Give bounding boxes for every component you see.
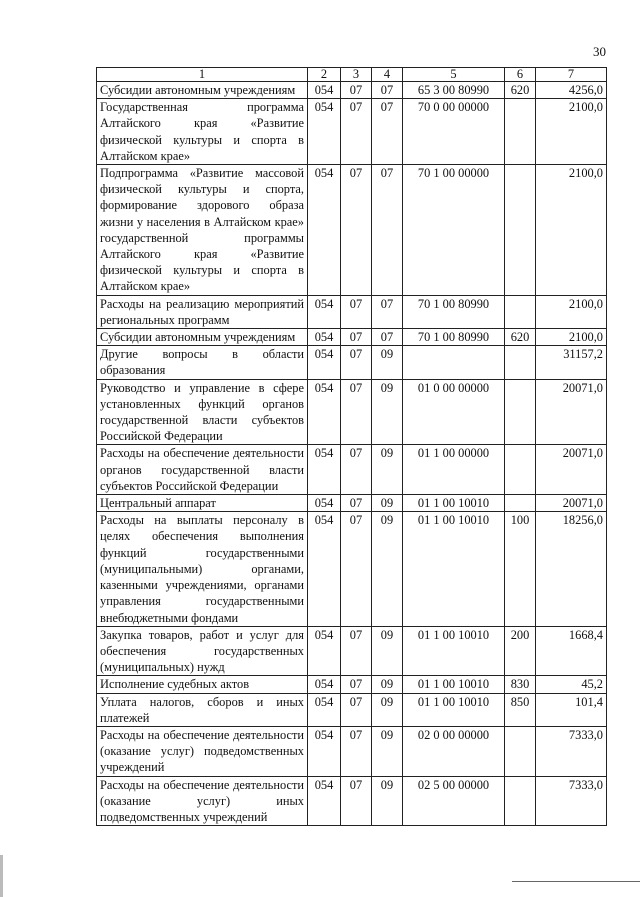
table-row xyxy=(97,295,607,328)
table-row xyxy=(97,693,607,726)
expense-type-cell: 620 xyxy=(505,82,536,99)
row-name-cell: Закупка товаров, работ и услуг для обеспечения государственных (муниципальных) нужд xyxy=(97,626,308,676)
admin-code-cell: 054 xyxy=(308,82,341,99)
row-name-cell: Субсидии автономным учреждениям xyxy=(97,82,308,99)
admin-code-cell: 054 xyxy=(308,776,341,826)
row-name-cell: Исполнение судебных актов xyxy=(97,676,308,693)
amount-cell: 7333,0 xyxy=(536,726,607,776)
expense-type-cell xyxy=(505,379,536,445)
table-row xyxy=(97,346,607,379)
amount-cell: 1668,4 xyxy=(536,626,607,676)
table-body xyxy=(97,82,607,826)
row-name-cell: Расходы на обеспечение деятельности органов государственной власти субъектов Российской Федерации xyxy=(97,445,308,495)
admin-code-cell: 054 xyxy=(308,726,341,776)
target-article-cell: 70 1 00 80990 xyxy=(403,295,505,328)
target-article-cell: 02 5 00 00000 xyxy=(403,776,505,826)
expense-type-cell xyxy=(505,99,536,165)
subsection-cell: 09 xyxy=(372,495,403,512)
column-header: 4 xyxy=(372,68,403,82)
target-article-cell: 01 1 00 10010 xyxy=(403,626,505,676)
subsection-cell: 09 xyxy=(372,676,403,693)
row-name-cell: Государственная программа Алтайского края «Развитие физической культуры и спорта в Алтайском крае» xyxy=(97,99,308,165)
section-cell: 07 xyxy=(341,726,372,776)
subsection-cell: 09 xyxy=(372,379,403,445)
row-name-cell: Другие вопросы в области образования xyxy=(97,346,308,379)
target-article-cell: 70 1 00 00000 xyxy=(403,165,505,296)
table-row xyxy=(97,726,607,776)
table-row xyxy=(97,379,607,445)
section-cell: 07 xyxy=(341,379,372,445)
amount-cell: 4256,0 xyxy=(536,82,607,99)
subsection-cell: 09 xyxy=(372,626,403,676)
admin-code-cell: 054 xyxy=(308,676,341,693)
amount-cell: 101,4 xyxy=(536,693,607,726)
expense-type-cell xyxy=(505,495,536,512)
admin-code-cell: 054 xyxy=(308,626,341,676)
table-row xyxy=(97,165,607,296)
row-name-cell: Субсидии автономным учреждениям xyxy=(97,329,308,346)
expense-type-cell: 830 xyxy=(505,676,536,693)
amount-cell: 2100,0 xyxy=(536,165,607,296)
section-cell: 07 xyxy=(341,165,372,296)
row-name-cell: Расходы на реализацию мероприятий региональных программ xyxy=(97,295,308,328)
amount-cell: 31157,2 xyxy=(536,346,607,379)
row-name-cell: Расходы на обеспечение деятельности (оказание услуг) подведомственных учреждений xyxy=(97,726,308,776)
section-cell: 07 xyxy=(341,329,372,346)
section-cell: 07 xyxy=(341,346,372,379)
amount-cell: 18256,0 xyxy=(536,512,607,626)
subsection-cell: 07 xyxy=(372,99,403,165)
subsection-cell: 09 xyxy=(372,693,403,726)
amount-cell: 2100,0 xyxy=(536,295,607,328)
column-header: 6 xyxy=(505,68,536,82)
section-cell: 07 xyxy=(341,776,372,826)
row-name-cell: Расходы на выплаты персоналу в целях обеспечения выполнения функций государственными (муниципальными) органами, казенными учреждениями, органами управления государственными внебюджетными фондами xyxy=(97,512,308,626)
section-cell: 07 xyxy=(341,693,372,726)
expense-type-cell xyxy=(505,726,536,776)
table-row xyxy=(97,329,607,346)
admin-code-cell: 054 xyxy=(308,693,341,726)
row-name-cell: Уплата налогов, сборов и иных платежей xyxy=(97,693,308,726)
target-article-cell: 65 3 00 80990 xyxy=(403,82,505,99)
subsection-cell: 09 xyxy=(372,726,403,776)
admin-code-cell: 054 xyxy=(308,329,341,346)
table-row xyxy=(97,512,607,626)
section-cell: 07 xyxy=(341,676,372,693)
expense-type-cell xyxy=(505,346,536,379)
target-article-cell xyxy=(403,346,505,379)
page-number: 30 xyxy=(593,44,606,59)
target-article-cell: 02 0 00 00000 xyxy=(403,726,505,776)
target-article-cell: 01 1 00 10010 xyxy=(403,495,505,512)
column-header: 7 xyxy=(536,68,607,82)
subsection-cell: 07 xyxy=(372,295,403,328)
expense-type-cell: 850 xyxy=(505,693,536,726)
table-row xyxy=(97,626,607,676)
scan-edge-line xyxy=(512,881,640,882)
row-name-cell: Расходы на обеспечение деятельности (оказание услуг) иных подведомственных учреждений xyxy=(97,776,308,826)
admin-code-cell: 054 xyxy=(308,99,341,165)
admin-code-cell: 054 xyxy=(308,295,341,328)
target-article-cell: 01 1 00 10010 xyxy=(403,676,505,693)
column-header: 3 xyxy=(341,68,372,82)
subsection-cell: 09 xyxy=(372,346,403,379)
target-article-cell: 70 1 00 80990 xyxy=(403,329,505,346)
expense-type-cell xyxy=(505,165,536,296)
column-header: 2 xyxy=(308,68,341,82)
subsection-cell: 07 xyxy=(372,329,403,346)
table-row xyxy=(97,495,607,512)
section-cell: 07 xyxy=(341,495,372,512)
subsection-cell: 09 xyxy=(372,512,403,626)
expense-type-cell xyxy=(505,445,536,495)
admin-code-cell: 054 xyxy=(308,165,341,296)
section-cell: 07 xyxy=(341,445,372,495)
section-cell: 07 xyxy=(341,512,372,626)
row-name-cell: Центральный аппарат xyxy=(97,495,308,512)
admin-code-cell: 054 xyxy=(308,346,341,379)
admin-code-cell: 054 xyxy=(308,445,341,495)
admin-code-cell: 054 xyxy=(308,512,341,626)
table-row xyxy=(97,676,607,693)
expense-type-cell xyxy=(505,295,536,328)
admin-code-cell: 054 xyxy=(308,379,341,445)
section-cell: 07 xyxy=(341,82,372,99)
table-row xyxy=(97,99,607,165)
amount-cell: 20071,0 xyxy=(536,495,607,512)
budget-table xyxy=(96,67,607,826)
expense-type-cell: 200 xyxy=(505,626,536,676)
table-row xyxy=(97,776,607,826)
expense-type-cell: 100 xyxy=(505,512,536,626)
subsection-cell: 07 xyxy=(372,82,403,99)
expense-type-cell: 620 xyxy=(505,329,536,346)
row-name-cell: Подпрограмма «Развитие массовой физической культуры и спорта, формирование здорового образа жизни у населения в Алтайском крае» государственной программы Алтайского края «Развитие физической культуры и спорта в Алтайском крае» xyxy=(97,165,308,296)
target-article-cell: 01 1 00 00000 xyxy=(403,445,505,495)
amount-cell: 7333,0 xyxy=(536,776,607,826)
column-header: 5 xyxy=(403,68,505,82)
subsection-cell: 07 xyxy=(372,165,403,296)
subsection-cell: 09 xyxy=(372,445,403,495)
table-row xyxy=(97,82,607,99)
amount-cell: 20071,0 xyxy=(536,445,607,495)
row-name-cell: Руководство и управление в сфере установленных функций органов государственной власти субъектов Российской Федерации xyxy=(97,379,308,445)
target-article-cell: 01 1 00 10010 xyxy=(403,693,505,726)
subsection-cell: 09 xyxy=(372,776,403,826)
amount-cell: 20071,0 xyxy=(536,379,607,445)
admin-code-cell: 054 xyxy=(308,495,341,512)
expense-type-cell xyxy=(505,776,536,826)
header-row xyxy=(97,68,607,82)
section-cell: 07 xyxy=(341,99,372,165)
table-row xyxy=(97,445,607,495)
section-cell: 07 xyxy=(341,626,372,676)
amount-cell: 2100,0 xyxy=(536,329,607,346)
target-article-cell: 01 0 00 00000 xyxy=(403,379,505,445)
scan-edge-mark xyxy=(0,855,3,897)
amount-cell: 45,2 xyxy=(536,676,607,693)
amount-cell: 2100,0 xyxy=(536,99,607,165)
section-cell: 07 xyxy=(341,295,372,328)
target-article-cell: 70 0 00 00000 xyxy=(403,99,505,165)
target-article-cell: 01 1 00 10010 xyxy=(403,512,505,626)
column-header: 1 xyxy=(97,68,308,82)
